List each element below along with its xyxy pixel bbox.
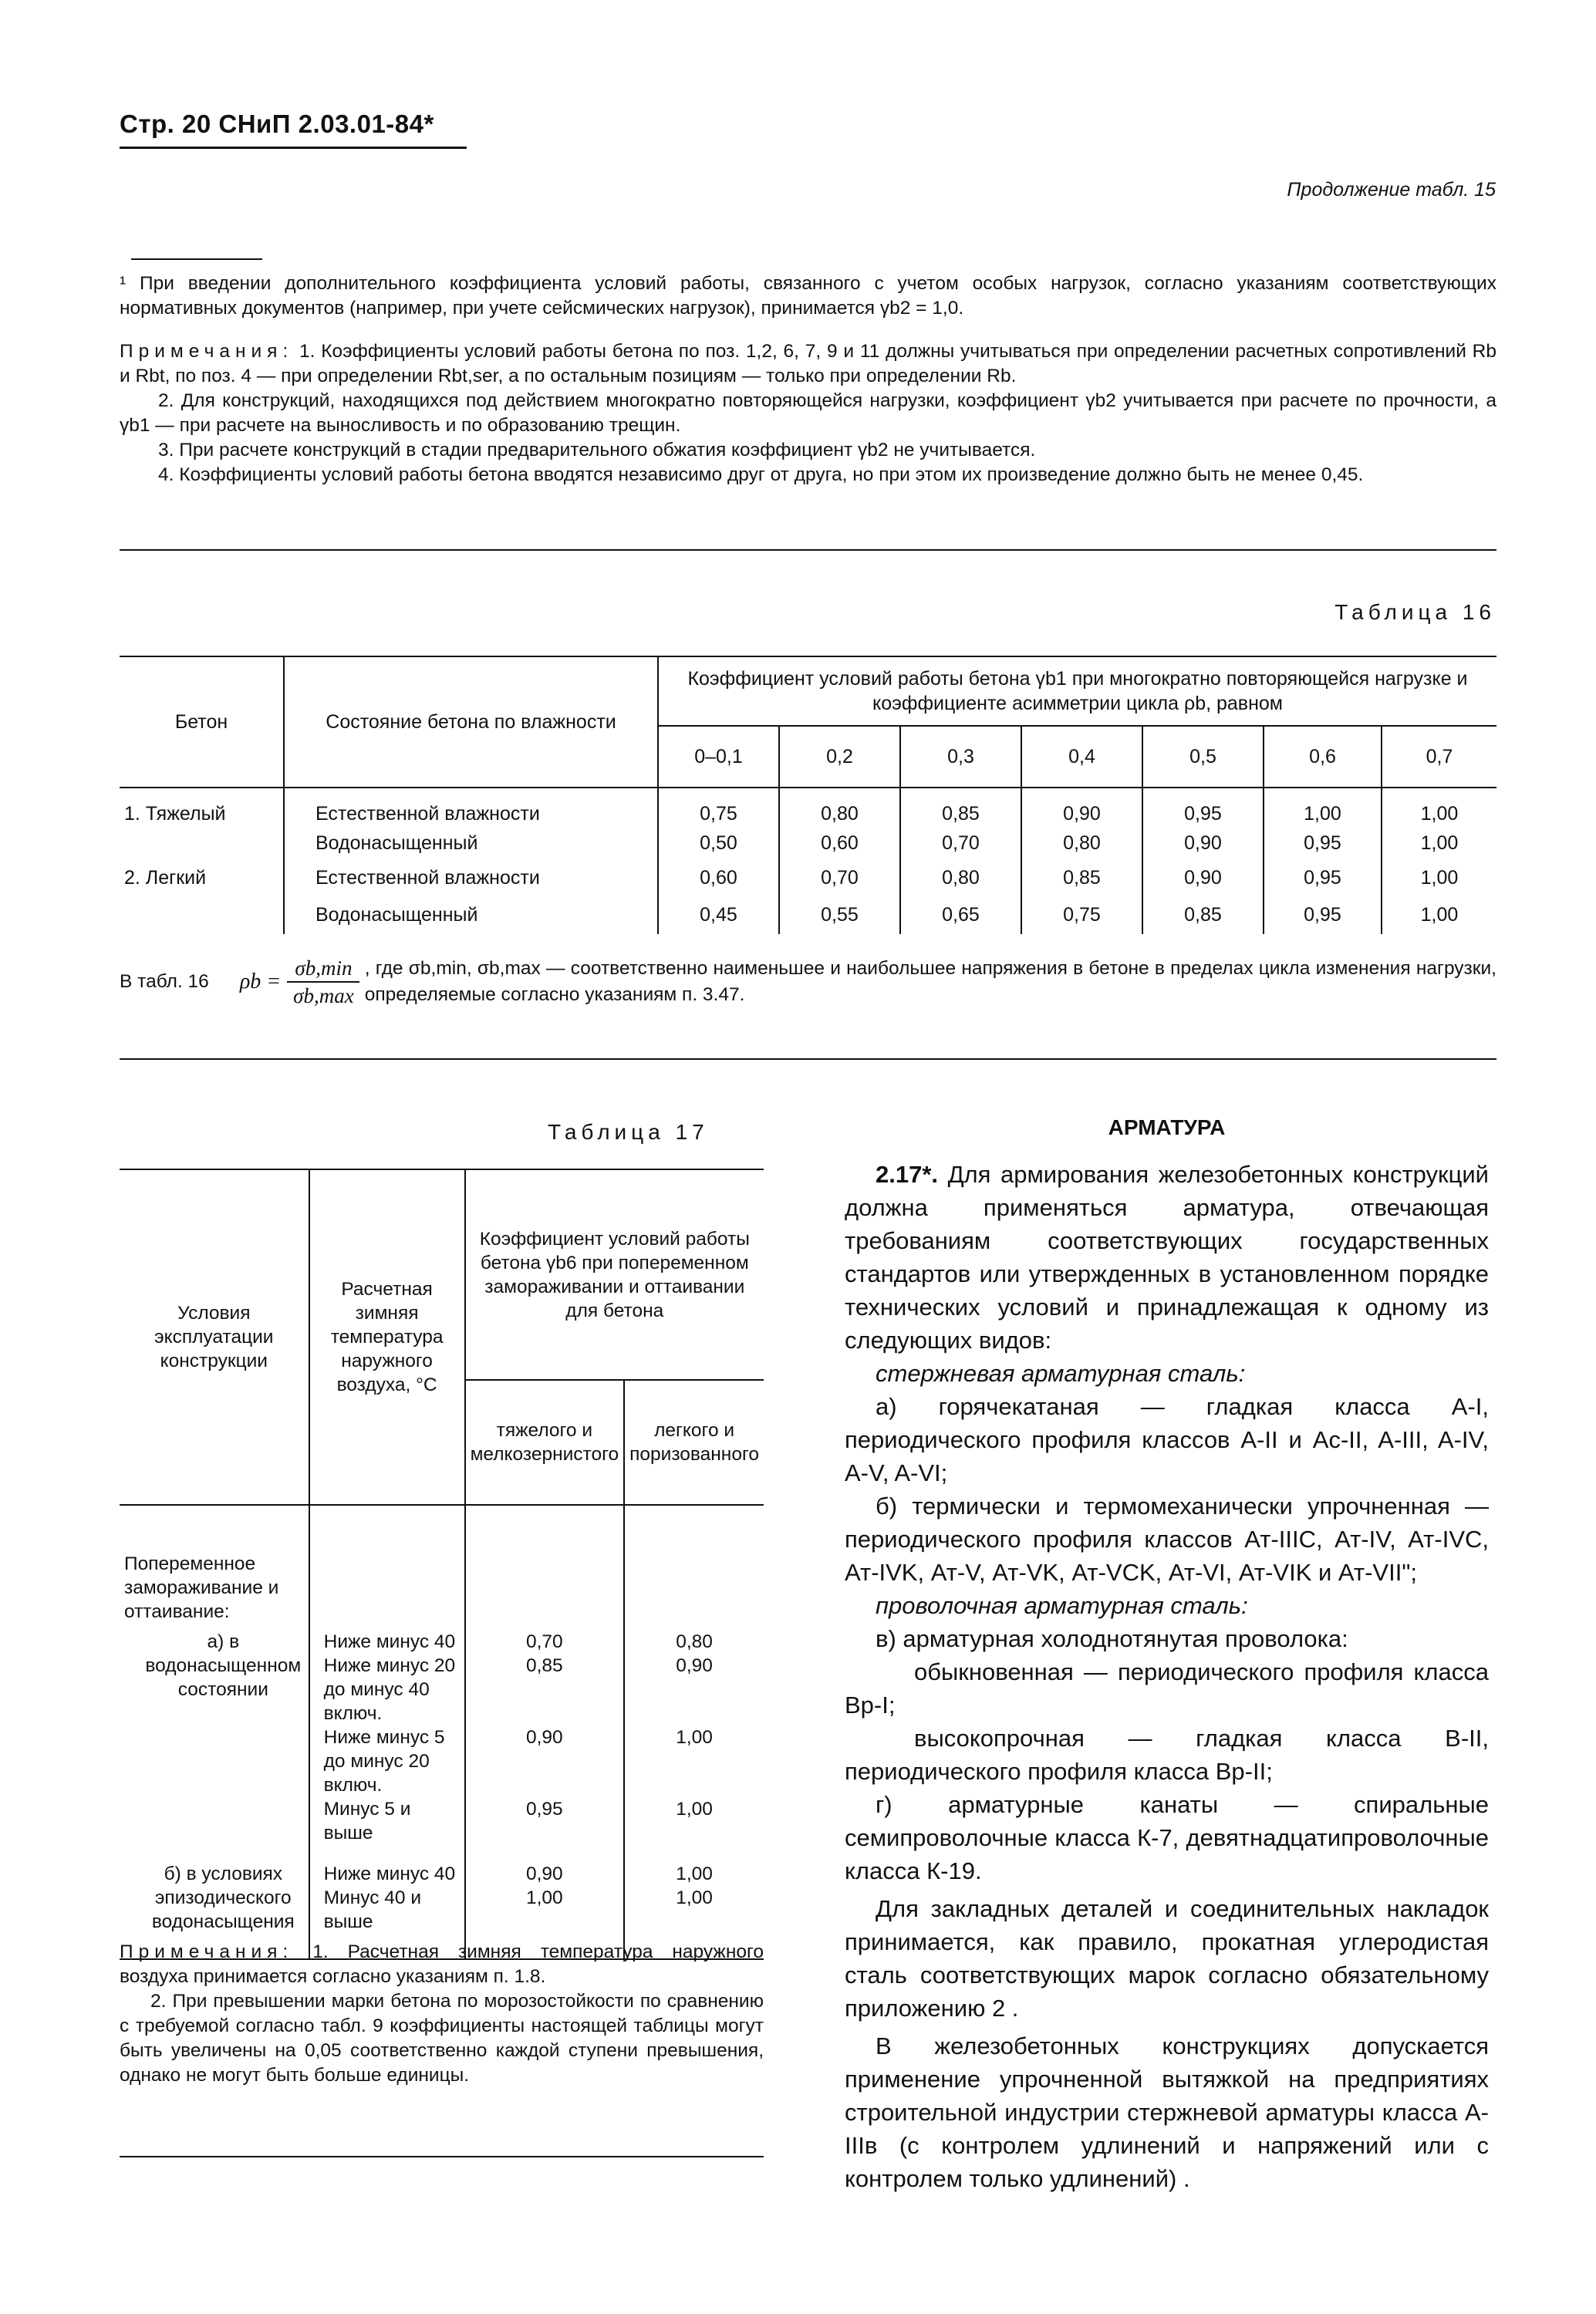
cell-value: 0,45 — [658, 896, 779, 934]
table17-notes — [120, 1940, 764, 2088]
cell-value: 0,80 — [779, 788, 900, 826]
cell-value: 1,00 — [1382, 896, 1496, 934]
cell-value: 1,00 — [1382, 861, 1496, 896]
col-state: Состояние бетона по влажности — [284, 656, 658, 788]
rho-1: 0,2 — [779, 726, 900, 788]
section-heading: АРМАТУРА — [1108, 1115, 1226, 1139]
notes-label: Примечания: — [120, 341, 294, 362]
note-1: 1. Коэффициенты условий работы бетона по поз. 1,2, 6, 7, 9 и 11 должны учитываться при определении расчетных сопротивлений Rb и Rbt, по поз. 4 — при определении Rbt,ser, а по остальным позициям — только при определении Rb. — [120, 341, 1496, 386]
cell-value: 0,65 — [900, 896, 1021, 934]
cell-value: 1,00 — [624, 1854, 764, 1886]
cell-value: 1,00 — [1382, 826, 1496, 861]
cell-value: 1,00 — [465, 1886, 625, 1959]
note-3: 3. При расчете конструкций в стадии предварительного обжатия коэффициент γb2 не учитывается. — [158, 440, 1036, 460]
temp-cell: Ниже минус 40 — [309, 1624, 465, 1654]
temp-cell: Минус 5 и выше — [309, 1797, 465, 1854]
table-row — [120, 1624, 764, 1654]
table15-notes — [120, 339, 1496, 487]
cell-value: 1,00 — [624, 1886, 764, 1959]
cell-value: 1,00 — [1264, 788, 1382, 826]
formula-denominator: σb,max — [293, 984, 354, 1007]
row-state: Естественной влажности — [284, 788, 658, 826]
group-label: Попеременное замораживание и оттаивание: — [124, 1553, 279, 1622]
table-row — [120, 788, 1496, 826]
wire-steel-title: проволочная арматурная сталь: — [876, 1592, 1248, 1619]
paragraph-text: Для армирования железобетонных конструкций должна применяться арматура, отвечающая требованиям соответствующих государственных стандартов или утвержденных в установленном порядке технических условий и принадлежащая к одному из следующих видов: — [845, 1161, 1489, 1354]
col-light: легкого и поризованного — [624, 1380, 764, 1505]
cell-value: 0,85 — [1142, 896, 1264, 934]
item-v: в) арматурная холоднотянутая проволока: — [876, 1625, 1348, 1652]
cell-value: 0,70 — [900, 826, 1021, 861]
rho-3: 0,4 — [1021, 726, 1142, 788]
column-rule — [120, 2156, 764, 2157]
row-state: Водонасыщенный — [284, 896, 658, 934]
temp-cell: Ниже минус 20 до минус 40 включ. — [309, 1654, 465, 1725]
row-concrete: 1. Тяжелый — [124, 803, 226, 825]
rho-6: 0,7 — [1382, 726, 1496, 788]
table-row — [120, 826, 1496, 861]
table-row — [120, 1854, 764, 1886]
col-conditions: Условия эксплуатации конструкции — [120, 1169, 309, 1505]
col-coef: Коэффициент условий работы бетона γb6 при попеременном замораживании и оттаивании для бетона — [465, 1169, 764, 1380]
header-rule — [120, 147, 467, 149]
cell-value: 0,80 — [624, 1624, 764, 1654]
cell-value: 0,90 — [1021, 788, 1142, 826]
footnote: ¹ При введении дополнительного коэффициента условий работы, связанного с учетом особых нагрузок, согласно указаниям соответствующих нормативных документов (например, при учете сейсмических нагрузок), принимается γb2 = 1,0. — [120, 273, 1496, 319]
section-rule — [120, 1058, 1496, 1060]
table-row — [120, 896, 1496, 934]
cell-value: 0,90 — [1142, 861, 1264, 896]
row-concrete — [120, 826, 284, 861]
rho-2: 0,3 — [900, 726, 1021, 788]
rho-5: 0,6 — [1264, 726, 1382, 788]
note-4: 4. Коэффициенты условий работы бетона вводятся независимо друг от друга, но при этом их произведение должно быть не менее 0,45. — [158, 464, 1364, 485]
cell-value: 0,90 — [1142, 826, 1264, 861]
cell-value: 0,85 — [1021, 861, 1142, 896]
cell-value: 0,60 — [658, 861, 779, 896]
row-state: Естественной влажности — [284, 861, 658, 896]
rod-steel-title: стержневая арматурная сталь: — [876, 1360, 1246, 1387]
formula-prefix: В табл. 16 — [120, 971, 209, 992]
formula-fraction — [285, 955, 362, 1009]
cell-value: 0,75 — [658, 788, 779, 826]
table16-title: Таблица 16 — [1334, 600, 1496, 624]
cell-value: 0,55 — [779, 896, 900, 934]
temp-cell: Минус 40 и выше — [309, 1886, 465, 1959]
armatura-section — [845, 1111, 1489, 2195]
col-coef: Коэффициент условий работы бетона γb1 при многократно повторяющейся нагрузке и коэффициенте асимметрии цикла ρb, равном — [658, 656, 1496, 726]
table-continued-label: Продолжение табл. 15 — [1287, 179, 1496, 201]
cell-value: 0,80 — [1021, 826, 1142, 861]
paragraph-number: 2.17*. — [876, 1161, 939, 1188]
item-g: г) арматурные канаты — спиральные семипроволочные класса К-7, девятнадцатипроволочные класса К-19. — [845, 1791, 1489, 1884]
cell-value: 0,75 — [1021, 896, 1142, 934]
row-concrete: 2. Легкий — [124, 867, 207, 889]
footnote-rule — [131, 258, 262, 260]
item-a: а) горячекатаная — гладкая класса A-I, периодического профиля классов A-II и Ac-II, A-III, A-IV, A-V, A-VI; — [845, 1393, 1489, 1486]
cell-value: 0,50 — [658, 826, 779, 861]
cell-value: 0,95 — [1264, 826, 1382, 861]
cell-value: 0,95 — [1142, 788, 1264, 826]
paragraph-embedded: Для закладных деталей и соединительных накладок принимается, как правило, прокатная углеродистая сталь соответствующих марок согласно обязательному приложению 2 . — [845, 1895, 1489, 2022]
cell-value: 1,00 — [1382, 788, 1496, 826]
formula-numerator: σb,min — [287, 955, 359, 983]
note-2: 2. При превышении марки бетона по морозостойкости по сравнению с требуемой согласно табл. 9 коэффициенты настоящей таблицы могут быть увеличены на 0,05 соответственно каждой ступени превышения, однако не могут быть больше единицы. — [120, 1991, 764, 2086]
item-v2: высокопрочная — гладкая класса В-II, периодического профиля класса Вр-II; — [845, 1725, 1489, 1785]
cell-value: 0,90 — [465, 1854, 625, 1886]
cell-value: 1,00 — [624, 1797, 764, 1854]
table17 — [120, 1169, 764, 1960]
temp-cell: Ниже минус 5 до минус 20 включ. — [309, 1725, 465, 1797]
section-rule — [120, 549, 1496, 551]
group-b-label: б) в условиях эпизодического водонасыщения — [120, 1854, 309, 1959]
cell-value: 0,60 — [779, 826, 900, 861]
formula-rho: ρb = — [239, 970, 282, 993]
notes-label: Примечания: — [120, 1941, 294, 1962]
formula-text: , где σb,min, σb,max — соответственно наименьшее и наибольшее напряжения в бетоне в пределах цикла изменения нагрузки, определяемые согласно указаниям п. 3.47. — [364, 958, 1496, 1005]
row-concrete — [120, 896, 284, 934]
note-2: 2. Для конструкций, находящихся под действием многократно повторяющейся нагрузки, коэффициент γb2 учитывается при расчете по прочности, а γb1 — при расчете на выносливость и по образованию трещин. — [120, 390, 1496, 436]
col-heavy: тяжелого и мелкозернистого — [465, 1380, 625, 1505]
table16 — [120, 656, 1496, 934]
cell-value: 0,95 — [1264, 896, 1382, 934]
cell-value: 0,85 — [900, 788, 1021, 826]
rho-0: 0–0,1 — [658, 726, 779, 788]
table-row — [120, 861, 1496, 896]
cell-value: 0,80 — [900, 861, 1021, 896]
paragraph-reinforced: В железобетонных конструкциях допускается применение упрочненной вытяжкой на предприятиях строительной индустрии стержневой арматуры класса A-IIIв (с контролем удлинений и напряжений или с контролем только удлинений) . — [845, 2032, 1489, 2192]
cell-value: 0,70 — [465, 1624, 625, 1654]
cell-value: 0,90 — [465, 1725, 625, 1797]
table16-formula-note — [120, 955, 1496, 1009]
table17-title: Таблица 17 — [548, 1120, 709, 1144]
page-header: Стр. 20 СНиП 2.03.01-84* — [120, 110, 434, 138]
item-v1: обыкновенная — периодического профиля класса Вр-I; — [845, 1658, 1489, 1719]
col-concrete: Бетон — [120, 656, 284, 788]
col-temperature: Расчетная зимняя температура наружного воздуха, °С — [309, 1169, 465, 1505]
cell-value: 0,85 — [465, 1654, 625, 1725]
cell-value: 0,95 — [1264, 861, 1382, 896]
cell-value: 0,90 — [624, 1654, 764, 1725]
temp-cell: Ниже минус 40 — [309, 1854, 465, 1886]
item-b: б) термически и термомеханически упрочненная — периодического профиля классов Ат-IIIC, Ат-IV, Ат-IVC, Ат-IVK, Ат-V, Ат-VK, Ат-VCK, Ат-VI, Ат-VIK и Ат-VII"; — [845, 1493, 1489, 1586]
cell-value: 0,95 — [465, 1797, 625, 1854]
row-state: Водонасыщенный — [284, 826, 658, 861]
rho-4: 0,5 — [1142, 726, 1264, 788]
cell-value: 0,70 — [779, 861, 900, 896]
group-a-label: а) в водонасыщенном состоянии — [145, 1631, 302, 1700]
note-1: 1. Расчетная зимняя температура наружного воздуха принимается согласно указаниям п. 1.8. — [120, 1941, 764, 1987]
cell-value: 1,00 — [624, 1725, 764, 1797]
